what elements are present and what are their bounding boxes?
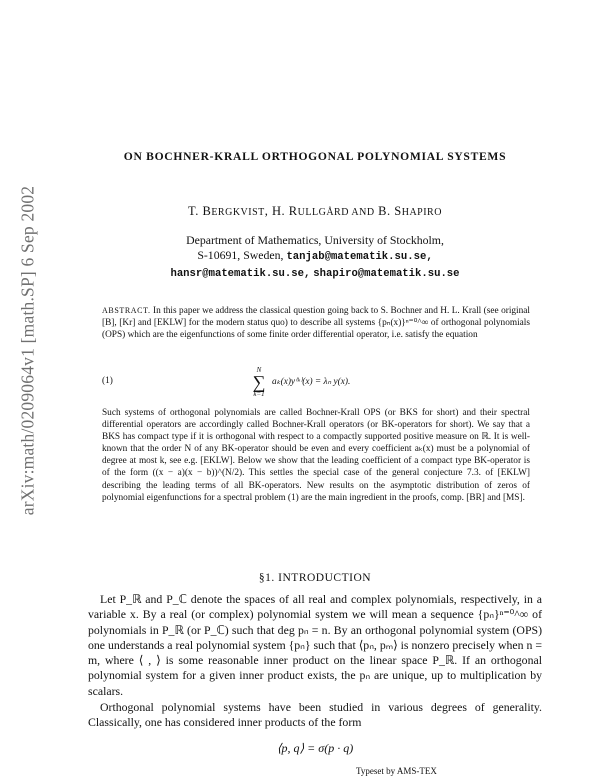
author-2-initial: , H. R <box>264 204 298 218</box>
abstract-continued <box>102 407 530 504</box>
email-bergkvist[interactable]: tanjab@matematik.su.se, <box>286 251 433 263</box>
author-1-initial: T. B <box>188 204 212 218</box>
affiliation <box>88 233 542 282</box>
equation-number: (1) <box>102 376 113 386</box>
arxiv-stamp <box>14 150 42 550</box>
affiliation-line-2 <box>88 248 542 265</box>
affiliation-line-3 <box>88 265 542 282</box>
author-1-rest: ERGKVIST <box>211 207 265 218</box>
equation-rhs: aₖ(x)y⁽ᵏ⁾(x) = λₙ y(x). <box>272 377 351 387</box>
email-rullgard[interactable]: hansr@matematik.su.se, <box>170 268 311 280</box>
affiliation-address: S-10691, Sweden, <box>197 248 287 262</box>
abstract-part-1 <box>102 305 530 342</box>
abstract-text-1: In this paper we address the classical question going back to S. Bochner and H. L. Krall (see original [B], [Kr] and [EKLW] for the modern status quo) to describe all systems {pₙ(x)}ⁿ⁼⁰^∞ of orthogonal polynomials (OPS) which are the eigenfunctions of some finite order differential operator, i.e. satisfy the equation <box>102 306 530 341</box>
introduction-paragraph-2 <box>88 700 542 731</box>
introduction-paragraph-1 <box>88 592 542 699</box>
section-heading: §1. INTRODUCTION <box>258 572 372 584</box>
author-3-rest: HAPIRO <box>401 207 442 218</box>
email-shapiro[interactable]: shapiro@matematik.su.se <box>313 268 460 280</box>
summation <box>250 366 268 398</box>
abstract-text-2: Such systems of orthogonal polynomials are called Bochner-Krall OPS (or BKS for short) and their spectral differential operators are accordingly called Bochner-Krall operators (or BK-operators for short). We say that a BKS has compact type if it is orthogonal with respect to a compactly supported positive measure on ℝ. It is well-known that the order N of any BK-operator should be even and every coefficient aₖ(x) must be a polynomial of degree at most k, see e.g. [EKLW]. Below we show that the leading coefficient of a compact type BK-operator is of the form ((x − a)(x − b))^(N/2). This settles the special case of the general conjecture 7.3. of [EKLW] describing the leading terms of all BK-operators. New results on the asymptotic distribution of zeros of polynomial eigenfunctions for a spectral problem (1) are the main ingredient in the proofs, comp. [BR] and [MS]. <box>102 408 530 503</box>
typeset-footer: Typeset by AMS-TEX <box>356 766 437 776</box>
sum-lower-limit: k=1 <box>253 390 265 398</box>
abstract-heading: ABSTRACT. <box>102 306 151 315</box>
affiliation-line-1: Department of Mathematics, University of Stockholm, <box>186 233 444 247</box>
abstract <box>102 305 530 342</box>
arxiv-stamp-text: arXiv:math/0209064v1 [math.SP] 6 Sep 2002 <box>17 185 38 515</box>
sigma-symbol: ∑ <box>252 372 266 392</box>
author-list <box>88 204 542 219</box>
equation-body <box>250 366 450 402</box>
paragraph-1-text: Let P_ℝ and P_ℂ denote the spaces of all real and complex polynomials, respectively, in a variable x. By a real (or complex) polynomial system we will mean a sequence {pₙ}ⁿ⁼⁰^∞ of polynomials in P_ℝ (or P_ℂ) such that deg pₙ = n. By an orthogonal polynomial system (OPS) one understands a real polynomial system {pₙ} such that ⟨pₙ, pₘ⟩ is nonzero precisely when n = m, where ⟨ , ⟩ is some reasonable inner product on the linear space P_ℝ. If an orthogonal polynomial system for a given inner product exists, the pₙ are unique, up to multiplication by scalars. <box>88 592 542 698</box>
author-2-rest: ULLGÅRD AND <box>297 207 375 218</box>
paragraph-2-text: Orthogonal polynomial systems have been studied in various degrees of generality. Classically, one has considered inner products of the form <box>88 700 542 730</box>
equation-1 <box>102 366 530 402</box>
sum-upper-limit: N <box>256 366 262 374</box>
inner-product-formula: ⟨p, q⟩ = σ(p · q) <box>276 741 354 755</box>
paper-title: ON BOCHNER-KRALL ORTHOGONAL POLYNOMIAL SYSTEMS <box>123 150 507 163</box>
author-3-initial: B. S <box>374 204 402 218</box>
